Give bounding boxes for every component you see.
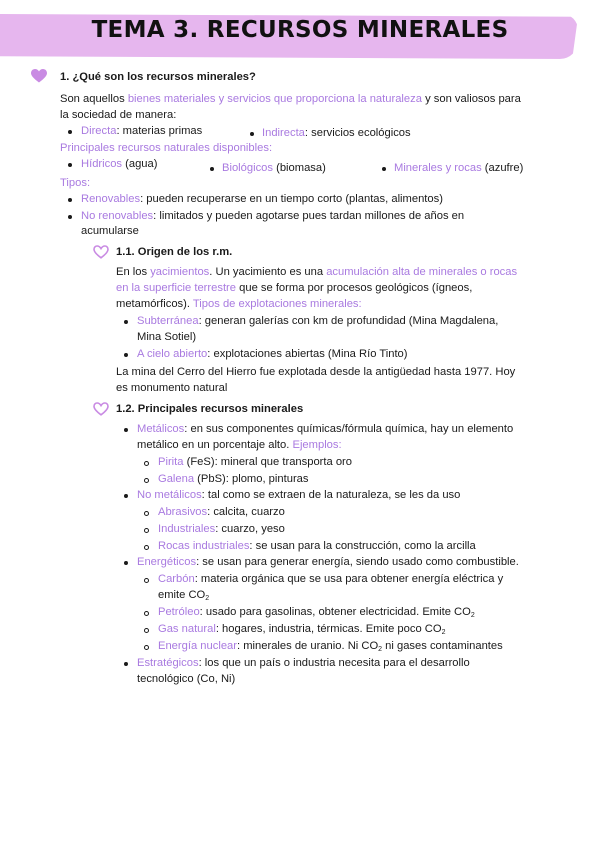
item-indirecta: Indirecta: servicios ecológicos bbox=[262, 127, 411, 139]
section-1-1-heading: 1.1. Origen de los r.m. bbox=[116, 246, 233, 258]
item-petroleo: Petróleo: usado para gasolinas, obtener electricidad. Emite $CO_2$ bbox=[158, 606, 475, 619]
circle-bullet bbox=[144, 578, 149, 583]
item-cielo-abierto: A cielo abierto: explotaciones abiertas (Mina Río Tinto) bbox=[137, 348, 408, 360]
circle-bullet bbox=[144, 511, 149, 516]
bullet-dot bbox=[382, 167, 386, 171]
bullet-dot bbox=[124, 353, 128, 357]
bullet-dot bbox=[124, 320, 128, 324]
item-no-renovables-cont: acumularse bbox=[81, 225, 139, 237]
bullet-dot bbox=[124, 561, 128, 565]
origin-line-3: metamórficos). Tipos de explotaciones minerales: bbox=[116, 298, 362, 310]
types-label: Tipos: bbox=[60, 177, 91, 189]
bullet-dot bbox=[250, 132, 254, 136]
item-estrategicos: Estratégicos: los que un país o industria necesita para el desarrollo bbox=[137, 657, 470, 669]
item-carbon-cont: emite $CO_2$ bbox=[158, 589, 210, 602]
cerro-hierro-line-2: es monumento natural bbox=[116, 382, 228, 394]
item-directa: Directa: materias primas bbox=[81, 125, 203, 137]
item-minerales: Minerales y rocas (azufre) bbox=[394, 162, 524, 174]
bullet-dot bbox=[124, 428, 128, 432]
bullet-dot bbox=[124, 494, 128, 498]
item-energia-nuclear: Energía nuclear: minerales de uranio. Ni $CO_2$ ni gases contaminantes bbox=[158, 640, 503, 653]
item-gas-natural: Gas natural: hogares, industria, térmicas. Emite poco $CO_2$ bbox=[158, 623, 446, 636]
circle-bullet bbox=[144, 478, 149, 483]
item-pirita: Pirita (FeS): mineral que transporta oro bbox=[158, 456, 353, 468]
circle-bullet bbox=[144, 611, 149, 616]
cerro-hierro-line-1: La mina del Cerro del Hierro fue explotada desde la antigüedad hasta 1977. Hoy bbox=[116, 366, 516, 378]
circle-bullet bbox=[144, 461, 149, 466]
bullet-dot bbox=[68, 163, 72, 167]
filled-heart-icon bbox=[31, 69, 47, 83]
item-carbon: Carbón: materia orgánica que se usa para obtener energía eléctrica y bbox=[158, 573, 504, 585]
intro-line-2: la sociedad de manera: bbox=[60, 109, 177, 121]
item-energeticos: Energéticos: se usan para generar energía, siendo usado como combustible. bbox=[137, 556, 519, 568]
item-subterranea: Subterránea: generan galerías con km de profundidad (Mina Magdalena, bbox=[137, 315, 499, 327]
section-1-heading: 1. ¿Qué son los recursos minerales? bbox=[60, 71, 256, 83]
origin-line-1: En los yacimientos. Un yacimiento es una acumulación alta de minerales o rocas bbox=[116, 266, 518, 278]
item-no-metalicos: No metálicos: tal como se extraen de la naturaleza, se les da uso bbox=[137, 489, 461, 501]
outline-heart-icon bbox=[93, 402, 109, 416]
item-estrategicos-cont: tecnológico (Co, Ni) bbox=[137, 673, 236, 685]
outline-heart-icon bbox=[93, 245, 109, 259]
item-abrasivos: Abrasivos: calcita, cuarzo bbox=[158, 506, 285, 518]
item-no-renovables: No renovables: limitados y pueden agotarse pues tardan millones de años en bbox=[81, 210, 465, 222]
origin-line-2: en la superficie terrestre que se forma por procesos geológicos (ígneos, bbox=[116, 282, 473, 294]
item-metalicos-cont: metálico en un porcentaje alto. Ejemplos: bbox=[137, 439, 342, 451]
circle-bullet bbox=[144, 545, 149, 550]
item-renovables: Renovables: pueden recuperarse en un tiempo corto (plantas, alimentos) bbox=[81, 193, 443, 205]
item-metalicos: Metálicos: en sus componentes químicas/fórmula química, hay un elemento bbox=[137, 423, 514, 435]
circle-bullet bbox=[144, 628, 149, 633]
circle-bullet bbox=[144, 528, 149, 533]
bullet-dot bbox=[68, 198, 72, 202]
item-subterranea-cont: Mina Sotiel) bbox=[137, 331, 197, 343]
circle-bullet bbox=[144, 645, 149, 650]
item-hidricos: Hídricos (agua) bbox=[81, 158, 158, 170]
page-title: TEMA 3. RECURSOS MINERALES bbox=[91, 17, 509, 43]
item-rocas-industriales: Rocas industriales: se usan para la construcción, como la arcilla bbox=[158, 540, 476, 552]
item-galena: Galena (PbS): plomo, pinturas bbox=[158, 473, 309, 485]
item-industriales: Industriales: cuarzo, yeso bbox=[158, 523, 285, 535]
bullet-dot bbox=[68, 215, 72, 219]
item-biologicos: Biológicos (biomasa) bbox=[222, 162, 326, 174]
bullet-dot bbox=[68, 130, 72, 134]
bullet-dot bbox=[210, 167, 214, 171]
natural-resources-label: Principales recursos naturales disponibles: bbox=[60, 142, 273, 154]
section-1-2-heading: 1.2. Principales recursos minerales bbox=[116, 403, 304, 415]
bullet-dot bbox=[124, 662, 128, 666]
intro-line-1: Son aquellos bienes materiales y servicios que proporciona la naturaleza y son valiosos para bbox=[60, 93, 521, 105]
